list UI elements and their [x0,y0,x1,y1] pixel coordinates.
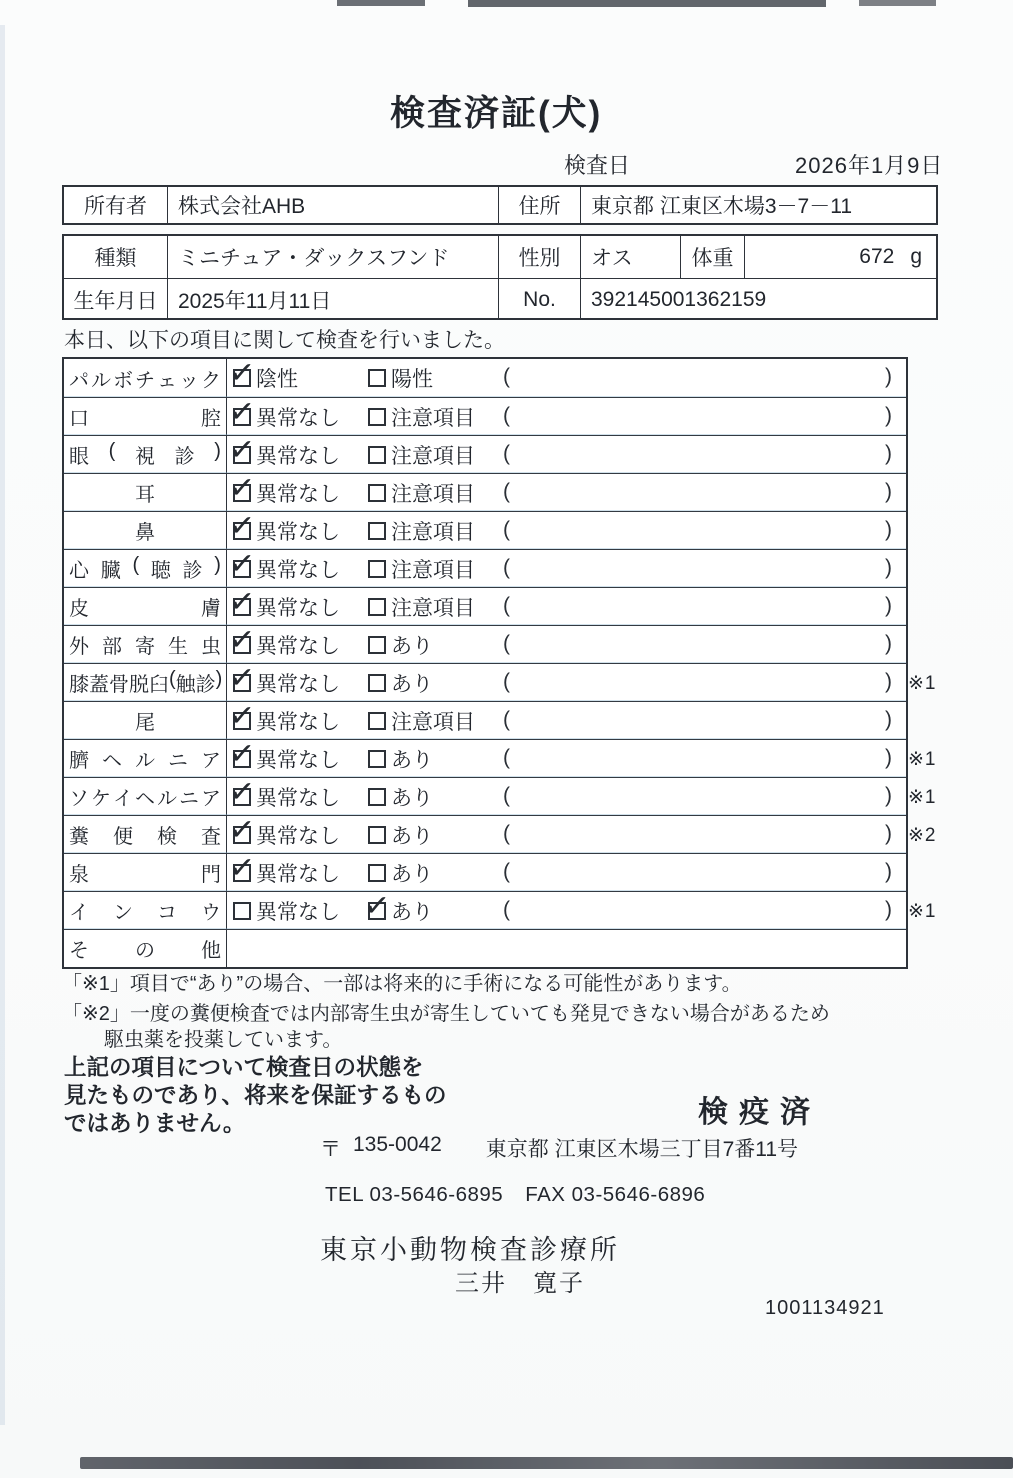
checklist-result-cell [227,544,906,587]
checklist-option-label: あり [391,635,433,658]
remarks-paren-close: ) [885,365,892,388]
checklist-option-label: 注意項目 [391,521,475,544]
checklist-row [64,848,906,891]
clinic-name: 東京小動物検査診療所 [320,1235,620,1265]
checklist-result-cell [227,582,906,625]
clinic-telfax-line [325,1183,705,1207]
scan-artifact-top [337,0,425,6]
scan-artifact-top [859,0,936,6]
inspection-date-label: 検査日 [564,153,631,178]
checklist-option [368,512,475,550]
veterinarian-name: 三井 寛子 [455,1270,585,1297]
checklist-option-label: 異常なし [256,445,340,468]
checklist-option [227,620,340,664]
remarks-paren-close: ) [885,556,892,579]
remarks-paren-close: ) [885,404,892,427]
checkmark-icon: ✓ [227,353,257,392]
owner-value: 株式会社AHB [167,187,498,223]
checkbox [227,810,257,849]
remarks-paren-close: ) [885,594,892,617]
disclaimer-text [64,1054,447,1138]
checklist-item-label: パ ル ボ チ ェ ッ ク [64,359,227,397]
remarks-paren-open: ( [503,898,510,921]
checklist-table [62,353,937,969]
weight-label: 体重 [680,236,744,278]
weight-unit: g [910,245,922,268]
remarks-paren-close: ) [885,784,892,807]
checklist-option-label: 異常なし [256,521,340,544]
quarantine-stamp: 検疫済 [698,1096,821,1129]
checklist-option-label: 異常なし [256,673,340,696]
clinic-postal-line [320,1133,798,1163]
checklist-option [227,772,340,816]
checkbox [368,522,386,540]
remarks-paren-close: ) [885,708,892,731]
remarks-paren-open: ( [503,670,510,693]
remarks-paren-close: ) [885,632,892,655]
checklist-option [227,392,340,436]
checklist-option-label: 異常なし [256,407,340,430]
checklist-option [362,886,433,930]
footnote-marker: ※2 [908,825,937,846]
checkmark-icon: ✓ [227,772,257,811]
checkbox [227,734,257,773]
checklist-result-cell [227,468,906,511]
postal-mark: 〒 [320,1138,341,1161]
checkbox [362,886,392,925]
checklist-option-label: 異常なし [256,749,340,772]
checkbox [227,430,257,469]
checklist-option [368,702,475,740]
checklist-option [368,626,433,664]
remarks-paren-open: ( [503,746,510,769]
checklist-option-label: あり [391,673,433,696]
address-label: 住所 [498,187,580,223]
checklist-row [64,353,906,397]
checklist-option-label: 注意項目 [391,407,475,430]
checklist-result-cell [227,430,906,473]
checklist-row [64,810,937,853]
checklist-result-cell [227,848,906,891]
checkbox [368,560,386,578]
checklist-option-label: 注意項目 [391,711,475,734]
checkbox [368,826,386,844]
remarks-paren-close: ) [885,898,892,921]
checklist-item-label: 外 部 寄 生 虫 [64,626,227,663]
checklist-option-label: あり [391,825,433,848]
checklist-option-label: あり [391,749,433,772]
serial-number: 1001134921 [765,1297,885,1319]
clinic-address: 東京都 江東区木場三丁目7番11号 [485,1138,799,1161]
checklist-option-label: 注意項目 [391,597,475,620]
remarks-paren-open: ( [503,442,510,465]
remarks-paren-open: ( [503,365,510,388]
checklist-option [227,468,340,512]
checklist-item-label: 耳 [64,474,227,511]
disclaimer-line-1: 上記の項目について検査日の状態を [64,1055,424,1080]
checkmark-icon: ✓ [227,620,257,659]
checkbox [227,620,257,659]
breed-value: ミニチュア・ダックスフンド [167,236,498,278]
checklist-result-cell [227,930,906,967]
birthdate-label: 生年月日 [73,289,158,313]
checklist-result-cell [227,392,906,435]
checklist-item-label: 糞 便 検 査 [64,816,227,853]
checklist-result-cell [227,506,906,549]
sex-label: 性別 [498,236,580,278]
checklist-item-label: 心 臓 ( 聴 診 ) [64,550,227,587]
checklist-option [368,740,433,778]
remarks-paren-open: ( [503,404,510,427]
checkbox [227,468,257,507]
remarks-paren-open: ( [503,556,510,579]
footnote-2-continued: 駆虫薬を投薬しています。 [104,1029,343,1051]
checklist-option [227,658,340,702]
checkbox [233,902,251,920]
checklist-result-cell [227,658,906,701]
checklist-option [368,436,475,474]
checklist-result-cell [227,353,906,397]
checklist-item-label: 眼 ( 視 診 ) [64,436,227,473]
remarks-paren-close: ) [885,746,892,769]
checklist-option [227,734,340,778]
checklist-result-cell [227,696,906,739]
remarks-paren-open: ( [503,708,510,731]
checkbox [368,369,386,387]
checklist-row [64,772,937,815]
footnote-marker: ※1 [908,673,937,694]
checklist-item-label: 泉 門 [64,854,227,891]
disclaimer-line-3: ではありません。 [64,1111,246,1136]
checkbox [368,864,386,882]
footnote-marker: ※1 [908,749,937,770]
remarks-paren-open: ( [503,480,510,503]
checkbox [227,353,257,392]
checkbox [368,788,386,806]
checklist-option [368,816,433,854]
checklist-row [64,430,906,473]
checklist-option-label: 注意項目 [391,559,475,582]
remarks-paren-close: ) [885,518,892,541]
number-value: 392145001362159 [580,279,936,320]
intro-text: 本日、以下の項目に関して検査を行いました。 [64,329,505,352]
postal-code: 135-0042 [353,1133,442,1156]
checkmark-icon: ✓ [227,468,257,507]
checklist-option-label: 異常なし [256,825,340,848]
checklist-option [227,430,340,474]
checkmark-icon: ✓ [227,544,257,583]
checklist-row [64,620,906,663]
checklist-option-label: 異常なし [256,635,340,658]
scan-artifact-left [0,25,5,1425]
checklist-row [64,929,906,967]
checklist-item-label: 皮 膚 [64,588,227,625]
checklist-result-cell [227,620,906,663]
remarks-paren-open: ( [503,822,510,845]
checklist-result-cell [227,886,906,929]
checklist-option-label: 注意項目 [391,483,475,506]
remarks-paren-open: ( [503,594,510,617]
checklist-row [64,886,937,929]
checklist-option [368,550,475,588]
checkbox [227,544,257,583]
checkbox [227,392,257,431]
checkbox [368,712,386,730]
checklist-row [64,696,906,739]
checklist-option [368,854,433,892]
address-value: 東京都 江東区木場3－7－11 [580,187,936,223]
checkmark-icon: ✓ [227,582,257,621]
checklist-option [233,892,340,930]
page-title: 検査済証(犬) [390,94,603,133]
footnote-marker: ※1 [908,787,937,808]
breed-label: 種類 [94,247,137,270]
checkbox [368,446,386,464]
remarks-paren-open: ( [503,784,510,807]
checklist-row [64,468,906,511]
checkmark-icon: ✓ [227,810,257,849]
remarks-paren-open: ( [503,518,510,541]
checkbox [368,408,386,426]
checklist-result-cell [227,734,906,777]
footnote-marker: ※1 [908,901,937,922]
checkbox [227,772,257,811]
remarks-paren-close: ) [885,442,892,465]
checklist-result-cell [227,810,906,853]
clinic-fax: FAX 03-5646-6896 [525,1183,706,1206]
checklist-option-label: 異常なし [256,901,340,924]
number-label: No. [498,279,580,320]
checklist-option [227,848,340,892]
footnote-2: 「※2」一度の糞便検査では内部寄生虫が寄生していても発見できない場合があるため [62,1003,830,1025]
checkbox [368,750,386,768]
checklist-option-label: あり [391,787,433,810]
checkbox [227,658,257,697]
checklist-option [368,474,475,512]
checklist-option [227,544,340,588]
checkmark-icon: ✓ [227,734,257,773]
checklist-option [227,582,340,626]
remarks-paren-close: ) [885,860,892,883]
checklist-option-label: あり [391,863,433,886]
checkmark-icon: ✓ [227,848,257,887]
footnote-1: 「※1」項目で“あり”の場合、一部は将来的に手術になる可能性があります。 [62,973,742,995]
pet-table [62,234,938,320]
checklist-option-label: 陽性 [391,368,433,391]
checkbox [368,636,386,654]
checklist-option [368,664,433,702]
checklist-row [64,658,937,701]
checklist-item-label: 臍 ヘ ル ニ ア [64,740,227,777]
checkbox [227,582,257,621]
checklist-row [64,582,906,625]
checkbox [368,598,386,616]
checkmark-icon: ✓ [227,392,257,431]
checklist-option [227,353,298,397]
remarks-paren-open: ( [503,860,510,883]
checklist-result-cell [227,772,906,815]
checklist-option [368,359,433,397]
checkmark-icon: ✓ [227,430,257,469]
scan-artifact-bottom [80,1457,1013,1469]
checkbox [368,674,386,692]
owner-table [62,185,938,225]
checklist-row [64,506,906,549]
checklist-row [64,544,906,587]
checklist-option-label: 陰性 [256,368,298,391]
birthdate-value: 2025年11月11日 [167,279,498,320]
remarks-paren-close: ) [885,480,892,503]
checklist-item-label: ソ ケ イ ヘ ル ニ ア [64,778,227,815]
checklist-option-label: 異常なし [256,597,340,620]
sex-value: オス [580,236,680,278]
checkmark-icon: ✓ [227,658,257,697]
scan-artifact-top [468,0,826,7]
checklist-option [368,588,475,626]
checklist-item-label: 口 腔 [64,398,227,435]
checklist-row [64,392,906,435]
checklist-item-label: 鼻 [64,512,227,549]
checklist-option [227,810,340,854]
checklist-option-label: 異常なし [256,559,340,582]
checklist-row [64,734,937,777]
checklist-option [227,696,340,740]
owner-label: 所有者 [84,195,147,218]
checklist-item-label: 膝 蓋 骨 脱 臼 ( 触 診 ) [64,664,227,701]
checklist-item-label: そ の 他 [64,930,227,967]
remarks-paren-close: ) [885,822,892,845]
checkbox [227,506,257,545]
remarks-paren-open: ( [503,632,510,655]
checkmark-icon: ✓ [227,696,257,735]
inspection-date-value: 2026年1月9日 [795,153,944,178]
checkbox [227,696,257,735]
checkbox [368,484,386,502]
checkmark-icon: ✓ [227,506,257,545]
checklist-option [368,778,433,816]
checkmark-icon: ✓ [362,886,392,925]
checklist-option [227,506,340,550]
checklist-option-label: 異常なし [256,863,340,886]
checklist-item-label: イ ン コ ウ [64,892,227,929]
weight-value: 672 [859,245,895,268]
checklist-option-label: あり [391,901,433,924]
checklist-option-label: 異常なし [256,483,340,506]
checklist-option-label: 異常なし [256,787,340,810]
remarks-paren-close: ) [885,670,892,693]
checklist-option-label: 注意項目 [391,445,475,468]
checklist-option-label: 異常なし [256,711,340,734]
clinic-tel: TEL 03-5646-6895 [325,1183,504,1206]
checkbox [227,848,257,887]
checklist-option [368,398,475,436]
checklist-item-label: 尾 [64,702,227,739]
disclaimer-line-2: 見たものであり、将来を保証するもの [64,1083,447,1108]
